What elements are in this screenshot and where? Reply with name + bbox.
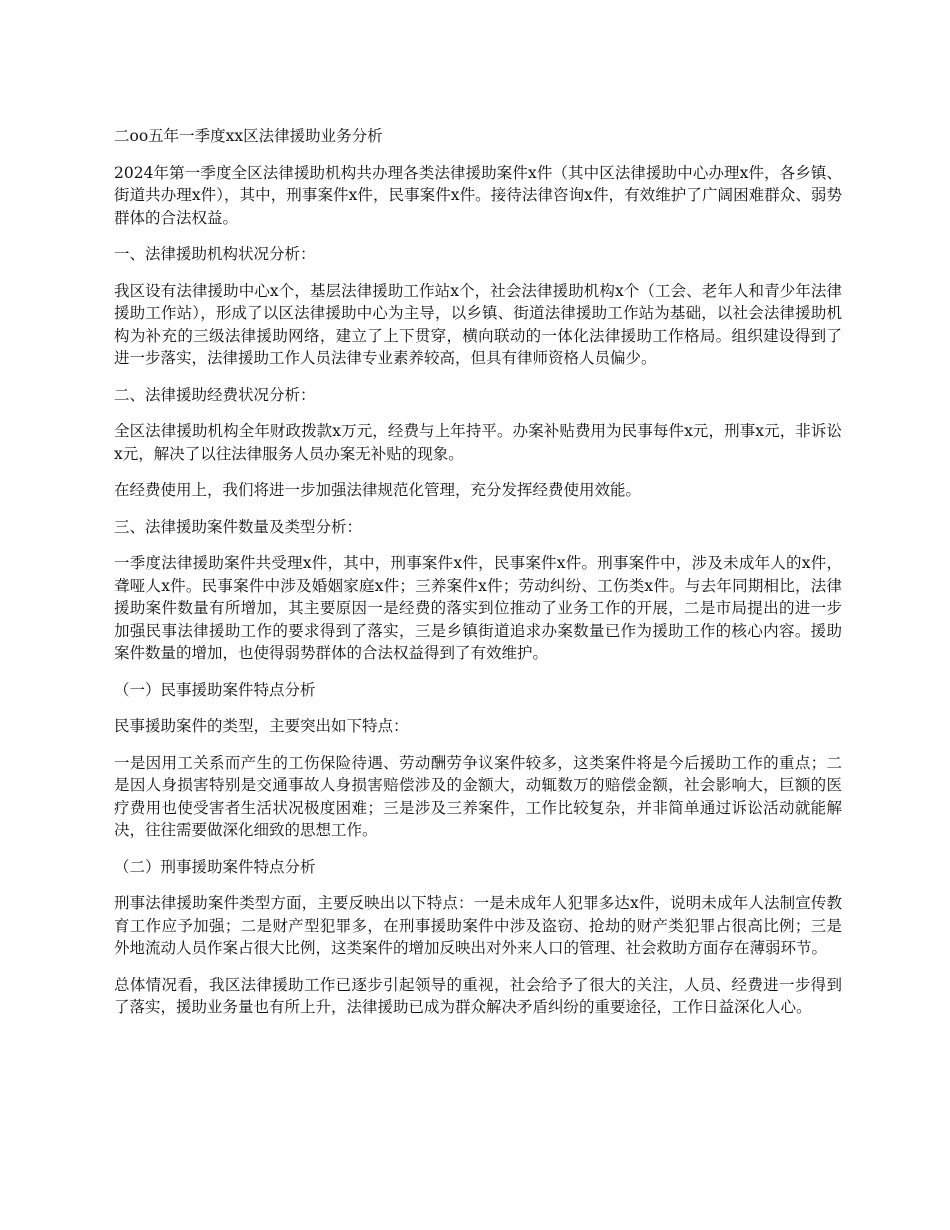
subheading-civil-cases: （一）民事援助案件特点分析 bbox=[114, 680, 316, 699]
paragraph-institutions: 我区设有法律援助中心x个，基层法律援助工作站x个，社会法律援助机构x个（工会、老年人和青少年法律援助工作站），形成了以区法律援助中心为主导，以乡镇、街道法律援助工作站为基础，以社会法律援助机构为补充的三级法律援助网络，建立了上下贯穿，横向联动的一体化法律援助工作格局。组织建设得到了进一步落实，法律援助工作人员法律专业素养较高，但具有律师资格人员偏少。 bbox=[114, 281, 842, 367]
section-heading-institutions: 一、法律援助机构状况分析： bbox=[114, 245, 316, 263]
section-heading-funding: 二、法律援助经费状况分析： bbox=[114, 385, 316, 404]
paragraph-summary: 2024年第一季度全区法律援助机构共办理各类法律援助案件x件（其中区法律援助中心办理x件，各乡镇、街道共办理x件），其中，刑事案件x件，民事案件x件。接待法律咨询x件，有效维护了广阔困难群众、弱势群体的合法权益。 bbox=[114, 163, 842, 227]
paragraph-funding-usage: 在经费使用上，我们将进一步加强法律规范化管理，充分发挥经费使用效能。 bbox=[114, 481, 642, 499]
section-heading-cases: 三、法律援助案件数量及类型分析： bbox=[114, 517, 363, 536]
paragraph-funding: 全区法律援助机构全年财政拨款x万元，经费与上年持平。办案补贴费用为民事每件x元，刑事x元，非诉讼x元，解决了以往法律服务人员办案无补贴的现象。 bbox=[114, 422, 842, 463]
subheading-criminal-cases: （二）刑事援助案件特点分析 bbox=[114, 857, 316, 876]
paragraph-civil-features: 一是因用工关系而产生的工伤保险待遇、劳动酬劳争议案件较多，这类案件将是今后援助工作的重点；二是因人身损害特别是交通事故人身损害赔偿涉及的金额大，动辄数万的赔偿金额，社会影响大，巨额的医疗费用也使受害者生活状况极度困难；三是涉及三养案件，工作比较复杂，并非简单通过诉讼活动就能解决，往往需要做深化细致的思想工作。 bbox=[114, 753, 842, 839]
paragraph-cases: 一季度法律援助案件共受理x件，其中，刑事案件x件，民事案件x件。刑事案件中，涉及未成年人的x件，聋哑人x件。民事案件中涉及婚姻家庭x件；三养案件x件；劳动纠纷、工伤类x件。与去年同期相比，法律援助案件数量有所增加，其主要原因一是经费的落实到位推动了业务工作的开展，二是市局提出的进一步加强民事法律援助工作的要求得到了落实，三是乡镇街道追求办案数量已作为援助工作的核心内容。援助案件数量的增加，也使得弱势群体的合法权益得到了有效维护。 bbox=[114, 554, 842, 662]
document-title: 二oo五年一季度xx区法律援助业务分析 bbox=[114, 127, 383, 145]
paragraph-civil-intro: 民事援助案件的类型，主要突出如下特点： bbox=[114, 717, 409, 735]
document-body bbox=[114, 125, 842, 1033]
paragraph-conclusion: 总体情况看，我区法律援助工作已逐步引起领导的重视，社会给予了很大的关注，人员、经费进一步得到了落实，援助业务量也有所上升，法律援助已成为群众解决矛盾纠纷的重要途径，工作日益深化人心。 bbox=[114, 975, 842, 1016]
paragraph-criminal-features: 刑事法律援助案件类型方面，主要反映出以下特点：一是未成年人犯罪多达x件，说明未成年人法制宣传教育工作应予加强；二是财产型犯罪多，在刑事援助案件中涉及盗窃、抢劫的财产类犯罪占很高比例；三是外地流动人员作案占很大比例，这类案件的增加反映出对外来人口的管理、社会救助方面存在薄弱环节。 bbox=[114, 894, 842, 957]
